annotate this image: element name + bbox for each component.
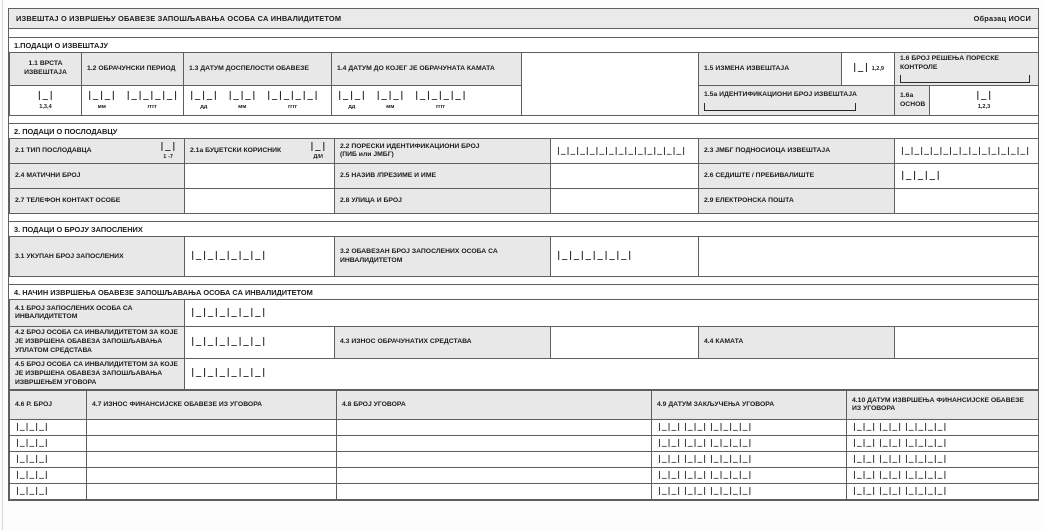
section-4-table <box>9 299 1039 390</box>
year-boxes[interactable]: |_|_|_|_| <box>708 422 753 432</box>
day-boxes[interactable]: |_|_| <box>657 469 682 479</box>
year-boxes[interactable]: |_|_|_|_| <box>903 485 948 495</box>
month-boxes[interactable]: |_|_| <box>682 485 708 495</box>
field-1-6a-boxes[interactable]: |_| <box>975 91 993 101</box>
field-2-1-cell[interactable] <box>10 139 185 164</box>
column-4-7-header: 4.7 ИЗНОС ФИНАНСИЈСКЕ ОБАВЕЗЕ ИЗ УГОВОРА <box>87 391 337 420</box>
field-4-5-input[interactable] <box>185 358 1039 389</box>
field-1-4-label: 1.4 ДАТУМ ДО КОЈЕГ ЈЕ ОБРАЧУНАТА КАМАТА <box>332 53 522 86</box>
field-1-3-day-boxes[interactable]: |_|_| <box>189 91 219 101</box>
row-number-input[interactable] <box>10 436 87 452</box>
field-1-6a-input[interactable] <box>930 86 1039 116</box>
row-number-input[interactable] <box>10 420 87 436</box>
field-1-3-month-boxes[interactable]: |_|_| <box>227 91 258 101</box>
day-boxes[interactable]: |_|_| <box>657 485 682 495</box>
row-number-boxes[interactable]: |_|_|_| <box>15 438 49 448</box>
month-hint: мм <box>97 103 106 110</box>
year-boxes[interactable]: |_|_|_|_| <box>708 438 753 448</box>
field-4-1-boxes[interactable]: |_|_|_|_|_|_| <box>190 307 267 318</box>
field-1-2-month-boxes[interactable]: |_|_| <box>87 91 117 101</box>
day-boxes[interactable]: |_|_| <box>657 454 682 464</box>
row-number-input[interactable] <box>10 483 87 499</box>
section-1-header: 1.ПОДАЦИ О ИЗВЕШТАЈУ <box>9 37 1038 52</box>
field-1-1-hint: 1,3,4 <box>39 103 52 110</box>
field-1-4-year-boxes[interactable]: |_|_|_|_| <box>413 91 468 101</box>
month-boxes[interactable]: |_|_| <box>877 438 903 448</box>
execution-date-input[interactable] <box>847 467 1039 483</box>
year-boxes[interactable]: |_|_|_|_| <box>708 485 753 495</box>
field-1-2-year-boxes[interactable]: |_|_|_|_| <box>125 91 179 101</box>
field-2-6-boxes[interactable]: |_|_|_| <box>900 170 942 181</box>
field-4-4-input[interactable] <box>895 327 1039 358</box>
month-hint: мм <box>238 103 247 110</box>
amount-input[interactable] <box>87 483 337 499</box>
contract-number-input[interactable] <box>337 420 652 436</box>
row-number-boxes[interactable]: |_|_|_| <box>15 485 49 495</box>
field-3-2-label: 3.2 ОБАВЕЗАН БРОЈ ЗАПОСЛЕНИХ ОСОБА СА ИНВАЛИДИТЕТОМ <box>335 237 551 277</box>
contract-number-input[interactable] <box>337 452 652 468</box>
field-4-3-label: 4.3 ИЗНОС ОБРАЧУНАТИХ СРЕДСТАВА <box>335 327 551 358</box>
month-boxes[interactable]: |_|_| <box>682 469 708 479</box>
field-2-2-label-line2: (ПИБ или ЈМБГ) <box>340 151 394 159</box>
field-3-1-label: 3.1 УКУПАН БРОЈ ЗАПОСЛЕНИХ <box>10 237 185 277</box>
field-2-8-label: 2.8 УЛИЦА И БРОЈ <box>335 189 551 214</box>
day-boxes[interactable]: |_|_| <box>852 454 877 464</box>
execution-date-input[interactable] <box>847 452 1039 468</box>
field-3-2-boxes[interactable]: |_|_|_|_|_|_| <box>556 251 633 262</box>
field-4-3-input[interactable] <box>551 327 699 358</box>
contract-date-input[interactable] <box>652 483 847 499</box>
form-title: ИЗВЕШТАЈ О ИЗВРШЕЊУ ОБАВЕЗЕ ЗАПОШЉАВАЊА ОСОБА СА ИНВАЛИДИТЕТОМ <box>16 14 342 23</box>
field-4-2-input[interactable] <box>185 327 335 358</box>
field-2-3-boxes[interactable]: |_|_|_|_|_|_|_|_|_|_|_|_|_| <box>900 146 1031 156</box>
field-1-3-label: 1.3 ДАТУМ ДОСПЕЛОСТИ ОБАВЕЗЕ <box>184 53 332 86</box>
year-boxes[interactable]: |_|_|_|_| <box>903 469 948 479</box>
field-4-4-label: 4.4 КАМАТА <box>699 327 895 358</box>
page-edge-line <box>2 0 3 530</box>
field-1-1-boxes[interactable]: |_| <box>36 91 55 101</box>
field-4-1-input[interactable] <box>185 300 1039 327</box>
field-3-1-input[interactable] <box>185 237 335 277</box>
field-2-6-input[interactable] <box>895 164 1039 189</box>
field-2-7-label: 2.7 ТЕЛЕФОН КОНТАКТ ОСОБЕ <box>10 189 185 214</box>
contract-date-input[interactable] <box>652 452 847 468</box>
form-code: Образац ИОСИ <box>973 14 1031 23</box>
month-boxes[interactable]: |_|_| <box>877 469 903 479</box>
field-1-6a-label <box>895 86 930 116</box>
day-boxes[interactable]: |_|_| <box>852 485 877 495</box>
day-hint: дд <box>200 103 208 110</box>
field-1-2-label: 1.2 ОБРАЧУНСКИ ПЕРИОД <box>82 53 184 86</box>
field-2-2-label-line1: 2.2 ПОРЕСКИ ИДЕНТИФИКАЦИОНИ БРОЈ <box>340 142 480 150</box>
field-2-1a-label: 2.1а БУЏЕТСКИ КОРИСНИК <box>190 147 282 155</box>
month-boxes[interactable]: |_|_| <box>682 438 708 448</box>
amount-input[interactable] <box>87 452 337 468</box>
column-4-8-header: 4.8 БРОЈ УГОВОРА <box>337 391 652 420</box>
field-1-5-input[interactable] <box>842 53 895 86</box>
field-2-2-label <box>335 139 551 164</box>
field-4-1-label: 4.1 БРОЈ ЗАПОСЛЕНИХ ОСОБА СА ИНВАЛИДИТЕТОМ <box>10 300 185 327</box>
field-1-6-write-line[interactable] <box>900 75 1030 83</box>
section-1-table <box>9 52 1039 116</box>
field-1-4-month-boxes[interactable]: |_|_| <box>375 91 406 101</box>
field-2-9-label: 2.9 ЕЛЕКТРОНСКА ПОШТА <box>699 189 895 214</box>
day-boxes[interactable]: |_|_| <box>852 469 877 479</box>
section-2-table <box>9 138 1039 214</box>
execution-date-input[interactable] <box>847 420 1039 436</box>
field-2-1a-boxes[interactable]: |_| <box>309 141 327 152</box>
month-boxes[interactable]: |_|_| <box>877 422 903 432</box>
section-1-empty-cell <box>522 53 699 116</box>
field-1-4-input[interactable] <box>332 86 522 116</box>
field-2-3-input[interactable] <box>895 139 1039 164</box>
day-boxes[interactable]: |_|_| <box>657 422 682 432</box>
year-hint: гггг <box>287 103 298 110</box>
day-boxes[interactable]: |_|_| <box>852 438 877 448</box>
column-4-9-header: 4.9 ДАТУМ ЗАКЉУЧЕЊА УГОВОРА <box>652 391 847 420</box>
month-hint: мм <box>386 103 395 110</box>
field-3-1-boxes[interactable]: |_|_|_|_|_|_| <box>190 251 267 262</box>
field-1-5a-write-line[interactable] <box>704 103 856 111</box>
year-boxes[interactable]: |_|_|_|_| <box>903 438 948 448</box>
field-1-5-boxes[interactable]: |_| <box>851 63 870 74</box>
field-1-1-input[interactable] <box>10 86 82 116</box>
form-title-bar <box>9 9 1038 29</box>
table-row <box>10 483 1039 499</box>
year-boxes[interactable]: |_|_|_|_| <box>708 469 753 479</box>
field-2-1-label: 2.1 ТИП ПОСЛОДАВЦА <box>15 147 92 155</box>
field-1-6-label: 1.6 БРОЈ РЕШЕЊА ПОРЕСКЕ КОНТРОЛЕ <box>900 55 999 71</box>
table-row <box>10 467 1039 483</box>
month-boxes[interactable]: |_|_| <box>682 422 708 432</box>
year-boxes[interactable]: |_|_|_|_| <box>903 454 948 464</box>
year-boxes[interactable]: |_|_|_|_| <box>708 454 753 464</box>
column-4-6-header: 4.6 Р. БРОЈ <box>10 391 87 420</box>
day-boxes[interactable]: |_|_| <box>657 438 682 448</box>
field-3-2-input[interactable] <box>551 237 699 277</box>
year-hint: гггг <box>435 103 446 110</box>
section-3-empty-cell <box>699 237 1039 277</box>
row-number-input[interactable] <box>10 467 87 483</box>
field-2-1-hint: 1 -7 <box>163 154 173 161</box>
amount-input[interactable] <box>87 420 337 436</box>
field-4-2-label: 4.2 БРОЈ ОСОБА СА ИНВАЛИДИТЕТОМ ЗА КОЈЕ ЈЕ ИЗВРШЕНА ОБАВЕЗА ЗАПОШЉАВАЊА УПЛАТОМ СРЕДСТАВА <box>10 327 185 358</box>
row-number-boxes[interactable]: |_|_|_| <box>15 422 49 432</box>
field-2-2-input[interactable] <box>551 139 699 164</box>
field-1-4-day-boxes[interactable]: |_|_| <box>337 91 367 101</box>
field-2-1a-hint: Д/И <box>313 154 323 161</box>
field-1-2-input[interactable] <box>82 86 184 116</box>
field-1-6a-hint: 1,2,3 <box>977 103 991 110</box>
field-2-6-label: 2.6 СЕДИШТЕ / ПРЕБИВАЛИШТЕ <box>699 164 895 189</box>
field-4-5-boxes[interactable]: |_|_|_|_|_|_| <box>190 368 267 379</box>
field-1-6-cell[interactable] <box>895 53 1039 86</box>
field-4-5-label: 4.5 БРОЈ ОСОБА СА ИНВАЛИДИТЕТОМ ЗА КОЈЕ ЈЕ ИЗВРШЕНА ОБАВЕЗА ЗАПОШЉАВАЊА ИЗВРШЕЊЕМ УГОВОРА <box>10 358 185 389</box>
section-4-header: 4. НАЧИН ИЗВРШЕЊА ОБАВЕЗЕ ЗАПОШЉАВАЊА ОСОБА СА ИНВАЛИДИТЕТОМ <box>9 284 1038 299</box>
iosi-form <box>8 8 1039 501</box>
field-1-6a-word: ОСНОВ <box>900 100 926 108</box>
row-number-boxes[interactable]: |_|_|_| <box>15 454 49 464</box>
day-hint: дд <box>348 103 356 110</box>
field-2-7-input[interactable] <box>185 189 335 214</box>
field-2-1-boxes[interactable]: |_| <box>159 141 177 152</box>
field-2-8-input[interactable] <box>551 189 699 214</box>
field-2-4-label: 2.4 МАТИЧНИ БРОЈ <box>10 164 185 189</box>
section-3-table <box>9 236 1039 277</box>
field-1-5-label: 1.5 ИЗМЕНА ИЗВЕШТАЈА <box>699 53 842 86</box>
field-2-2-boxes[interactable]: |_|_|_|_|_|_|_|_|_|_|_|_|_| <box>556 146 687 156</box>
row-number-input[interactable] <box>10 452 87 468</box>
month-boxes[interactable]: |_|_| <box>682 454 708 464</box>
field-1-5-hint: 1,2,9 <box>871 66 885 73</box>
contract-number-input[interactable] <box>337 467 652 483</box>
contract-number-input[interactable] <box>337 483 652 499</box>
field-1-1-label: 1.1 ВРСТА ИЗВЕШТАЈА <box>10 53 82 86</box>
execution-date-input[interactable] <box>847 436 1039 452</box>
year-boxes[interactable]: |_|_|_|_| <box>903 422 948 432</box>
table-row <box>10 452 1039 468</box>
month-boxes[interactable]: |_|_| <box>877 454 903 464</box>
amount-input[interactable] <box>87 467 337 483</box>
section-2-header: 2. ПОДАЦИ О ПОСЛОДАВЦУ <box>9 123 1038 138</box>
field-1-5a-label: 1.5а ИДЕНТИФИКАЦИОНИ БРОЈ ИЗВЕШТАЈА <box>704 91 857 99</box>
column-4-10-header: 4.10 ДАТУМ ИЗВРШЕЊА ФИНАНСИЈСКЕ ОБАВЕЗЕ ИЗ УГОВОРА <box>847 391 1039 420</box>
amount-input[interactable] <box>87 436 337 452</box>
year-hint: гггг <box>147 103 157 110</box>
table-row <box>10 420 1039 436</box>
field-2-1a-cell[interactable] <box>185 139 335 164</box>
section-3-header: 3. ПОДАЦИ О БРОЈУ ЗАПОСЛЕНИХ <box>9 221 1038 236</box>
contracts-table <box>9 390 1039 499</box>
field-1-5a-cell[interactable] <box>699 86 895 116</box>
field-2-5-input[interactable] <box>551 164 699 189</box>
field-2-5-label: 2.5 НАЗИВ /ПРЕЗИМЕ И ИМЕ <box>335 164 551 189</box>
field-4-2-boxes[interactable]: |_|_|_|_|_|_| <box>190 336 267 347</box>
field-1-6a-number: 1.6а <box>900 92 914 100</box>
field-2-4-input[interactable] <box>185 164 335 189</box>
execution-date-input[interactable] <box>847 483 1039 499</box>
contract-date-input[interactable] <box>652 436 847 452</box>
contract-date-input[interactable] <box>652 420 847 436</box>
contract-number-input[interactable] <box>337 436 652 452</box>
field-2-9-input[interactable] <box>895 189 1039 214</box>
table-row <box>10 436 1039 452</box>
contract-date-input[interactable] <box>652 467 847 483</box>
field-1-3-year-boxes[interactable]: |_|_|_|_| <box>265 91 320 101</box>
field-2-3-label: 2.3 ЈМБГ ПОДНОСИОЦА ИЗВЕШТАЈА <box>699 139 895 164</box>
field-1-3-input[interactable] <box>184 86 332 116</box>
row-number-boxes[interactable]: |_|_|_| <box>15 469 49 479</box>
month-boxes[interactable]: |_|_| <box>877 485 903 495</box>
day-boxes[interactable]: |_|_| <box>852 422 877 432</box>
